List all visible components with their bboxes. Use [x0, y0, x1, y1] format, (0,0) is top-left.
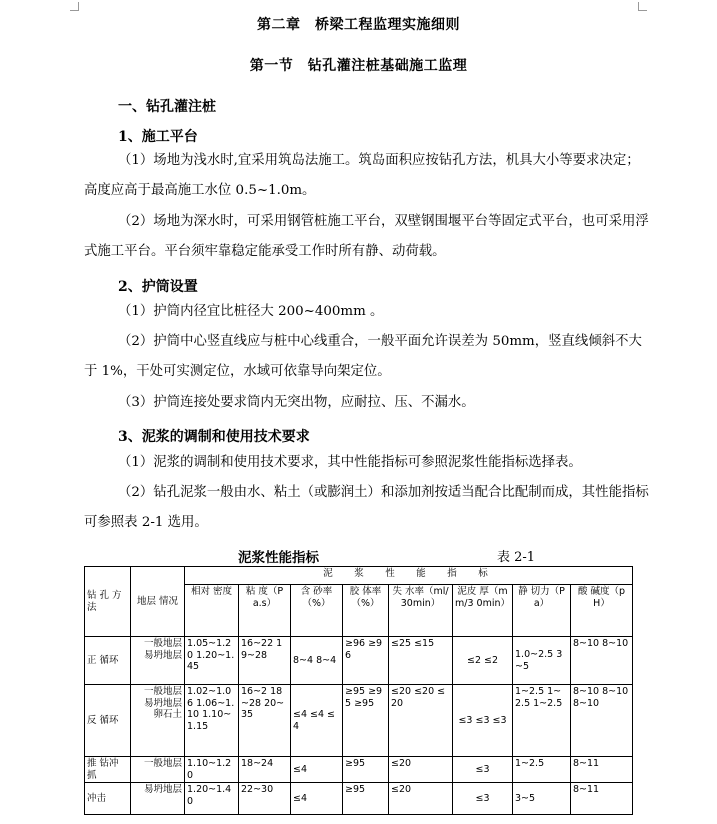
header-method: 钻 孔 方法 [85, 567, 131, 637]
table-caption: 泥浆性能指标 [238, 550, 319, 566]
cell-static-shear: 1~2.5 [513, 757, 571, 783]
header-water-loss: 失 水率（ml/ 30min） [389, 585, 453, 637]
section-title: 第一节 钻孔灌注桩基础施工监理 [249, 58, 468, 74]
cell-stratum: 易坍地层 [131, 783, 185, 815]
cell-sand-content: 8~4 8~4 [291, 637, 343, 685]
slurry-properties-table [84, 566, 633, 815]
table-row [85, 757, 633, 783]
cell-stratum: 一般地层 易坍地层 [131, 637, 185, 685]
cell-ph: 8~10 8~10 [571, 637, 633, 685]
cell-cake-thickness: ≤2 ≤2 [453, 637, 513, 685]
margin-mark-left [70, 2, 79, 11]
cell-sand-content: ≤4 [291, 783, 343, 815]
cell-density: 1.05~1.20 1.20~1.45 [185, 637, 239, 685]
cell-density: 1.20~1.40 [185, 783, 239, 815]
paragraph-casing-joints: （3）护筒连接处要求筒内无突出物，应耐拉、压、不漏水。 [118, 395, 475, 410]
cell-sand-content: ≤4 ≤4 ≤4 [291, 685, 343, 757]
paragraph-casing-diameter: （1）护筒内径宜比桩径大 200~400mm 。 [118, 304, 384, 319]
cell-density: 1.10~1.20 [185, 757, 239, 783]
heading-construction-platform: 1、施工平台 [118, 129, 198, 145]
paragraph-casing-alignment: （2）护筒中心竖直线应与桩中心线重合，一般平面允许误差为 50mm，竖直线倾斜不大于 1%，干处可实测定位，水域可依靠导向架定位。 [84, 334, 642, 379]
cell-stratum: 一般地层 易坍地层 卵石土 [131, 685, 185, 757]
cell-ph: 8~10 8~10 8~10 [571, 685, 633, 757]
header-viscosity: 粘 度（P a.s） [239, 585, 291, 637]
cell-viscosity: 22~30 [239, 783, 291, 815]
cell-colloid-rate: ≥96 ≥96 [343, 637, 389, 685]
cell-stratum: 一般地层 [131, 757, 185, 783]
header-sand-content: 含 砂率（%） [291, 585, 343, 637]
heading-casing: 2、护筒设置 [118, 279, 198, 295]
cell-viscosity: 16~2 18~28 20~35 [239, 685, 291, 757]
heading-drilled-pile: 一、钻孔灌注桩 [118, 99, 216, 115]
cell-water-loss: ≤20 [389, 757, 453, 783]
cell-viscosity: 18~24 [239, 757, 291, 783]
header-colloid-rate: 胶 体率（%） [343, 585, 389, 637]
table-row [85, 783, 633, 815]
cell-cake-thickness: ≤3 [453, 757, 513, 783]
cell-cake-thickness: ≤3 ≤3 ≤3 [453, 685, 513, 757]
cell-static-shear: 1.0~2.5 3~5 [513, 637, 571, 685]
paragraph-slurry-composition: （2）钻孔泥浆一般由水、粘土（或膨润土）和添加剂按适当配合比配制而成，其性能指标可参照表 2-1 选用。 [84, 485, 649, 530]
header-ph: 酸 碱度（pH） [571, 585, 633, 637]
cell-method: 正 循环 [85, 637, 131, 685]
table-number: 表 2-1 [497, 550, 536, 565]
paragraph-deep-water: （2）场地为深水时，可采用钢管桩施工平台，双壁钢围堰平台等固定式平台，也可采用浮式施工平台。平台须牢靠稳定能承受工作时所有静、动荷载。 [84, 214, 649, 259]
table-row [85, 637, 633, 685]
cell-cake-thickness: ≤3 [453, 783, 513, 815]
cell-density: 1.02~1.06 1.06~1.10 1.10~1.15 [185, 685, 239, 757]
cell-ph: 8~11 [571, 757, 633, 783]
cell-static-shear: 1~2.5 1~2.5 1~2.5 [513, 685, 571, 757]
heading-slurry: 3、泥浆的调制和使用技术要求 [118, 429, 310, 445]
header-static-shear: 静 切力（Pa） [513, 585, 571, 637]
cell-water-loss: ≤20 ≤20 ≤20 [389, 685, 453, 757]
paragraph-slurry-requirements: （1）泥浆的调制和使用技术要求，其中性能指标可参照泥浆性能指标选择表。 [118, 455, 582, 470]
cell-viscosity: 16~22 19~28 [239, 637, 291, 685]
cell-colloid-rate: ≥95 [343, 757, 389, 783]
cell-water-loss: ≤25 ≤15 [389, 637, 453, 685]
cell-method: 推 钻冲抓 [85, 757, 131, 783]
cell-static-shear: 3~5 [513, 783, 571, 815]
margin-mark-right [638, 2, 647, 11]
header-density: 相对 密度 [185, 585, 239, 637]
header-group: 泥 浆 性 能 指 标 [185, 567, 633, 585]
header-cake-thickness: 泥皮 厚（mm/3 0min） [453, 585, 513, 637]
cell-method: 冲击 [85, 783, 131, 815]
chapter-title: 第二章 桥梁工程监理实施细则 [257, 17, 460, 33]
cell-colloid-rate: ≥95 [343, 783, 389, 815]
table-row [85, 685, 633, 757]
cell-ph: 8~11 [571, 783, 633, 815]
cell-sand-content: ≤4 [291, 757, 343, 783]
cell-method: 反 循环 [85, 685, 131, 757]
cell-water-loss: ≤20 [389, 783, 453, 815]
cell-colloid-rate: ≥95 ≥95 ≥95 [343, 685, 389, 757]
header-stratum: 地层 情况 [131, 567, 185, 637]
paragraph-shallow-water: （1）场地为浅水时,宜采用筑岛法施工。筑岛面积应按钻孔方法，机具大小等要求决定；高度应高于最高施工水位 0.5~1.0m。 [84, 153, 640, 198]
